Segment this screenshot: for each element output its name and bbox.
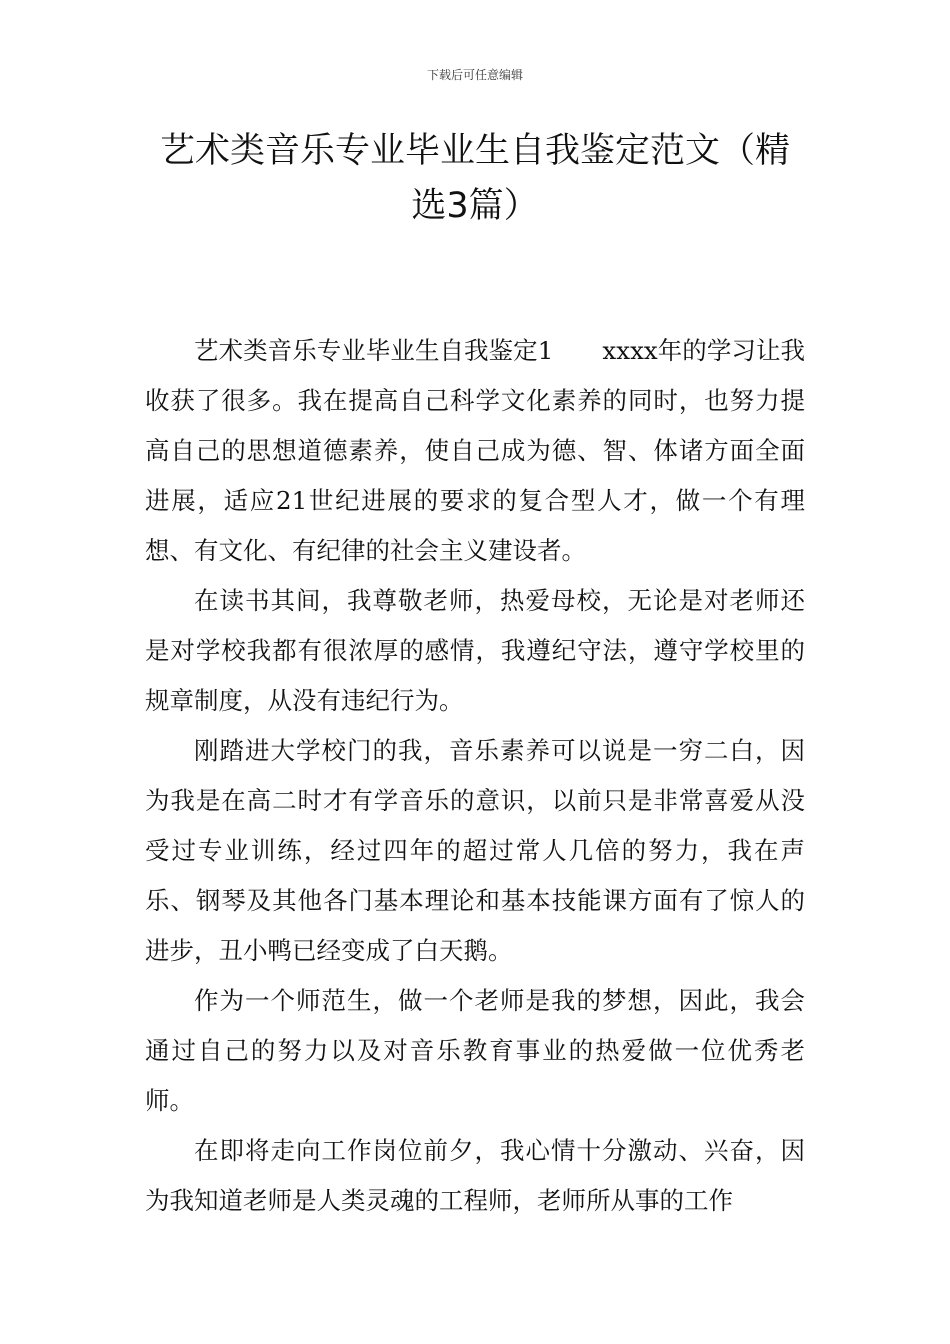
paragraph: 作为一个师范生，做一个老师是我的梦想，因此，我会通过自己的努力以及对音乐教育事业的热爱做一位优秀老师。 [145, 986, 805, 1115]
paragraph: 艺术类音乐专业毕业生自我鉴定1 xxxx年的学习让我收获了很多。我在提高自己科学文化素养的同时，也努力提高自己的思想道德素养，使自己成为德、智、体诸方面全面进展，适应21世纪进展的要求的复合型人才，做一个有理想、有文化、有纪律的社会主义建设者。 [145, 336, 805, 565]
paragraph: 在即将走向工作岗位前夕，我心情十分激动、兴奋，因为我知道老师是人类灵魂的工程师，老师所从事的工作 [145, 1136, 805, 1215]
page-header-note: 下载后可任意编辑 [426, 68, 523, 82]
document-body [145, 326, 805, 1226]
paragraph: 在读书其间，我尊敬老师，热爱母校，无论是对老师还是对学校我都有很浓厚的感情，我遵纪守法，遵守学校里的规章制度，从没有违纪行为。 [145, 586, 805, 715]
document-title: 艺术类音乐专业毕业生自我鉴定范文（精选3篇） [159, 131, 790, 226]
paragraph: 刚踏进大学校门的我，音乐素养可以说是一穷二白，因为我是在高二时才有学音乐的意识，以前只是非常喜爱从没受过专业训练，经过四年的超过常人几倍的努力，我在声乐、钢琴及其他各门基本理论和基本技能课方面有了惊人的进步，丑小鸭已经变成了白天鹅。 [145, 736, 805, 965]
